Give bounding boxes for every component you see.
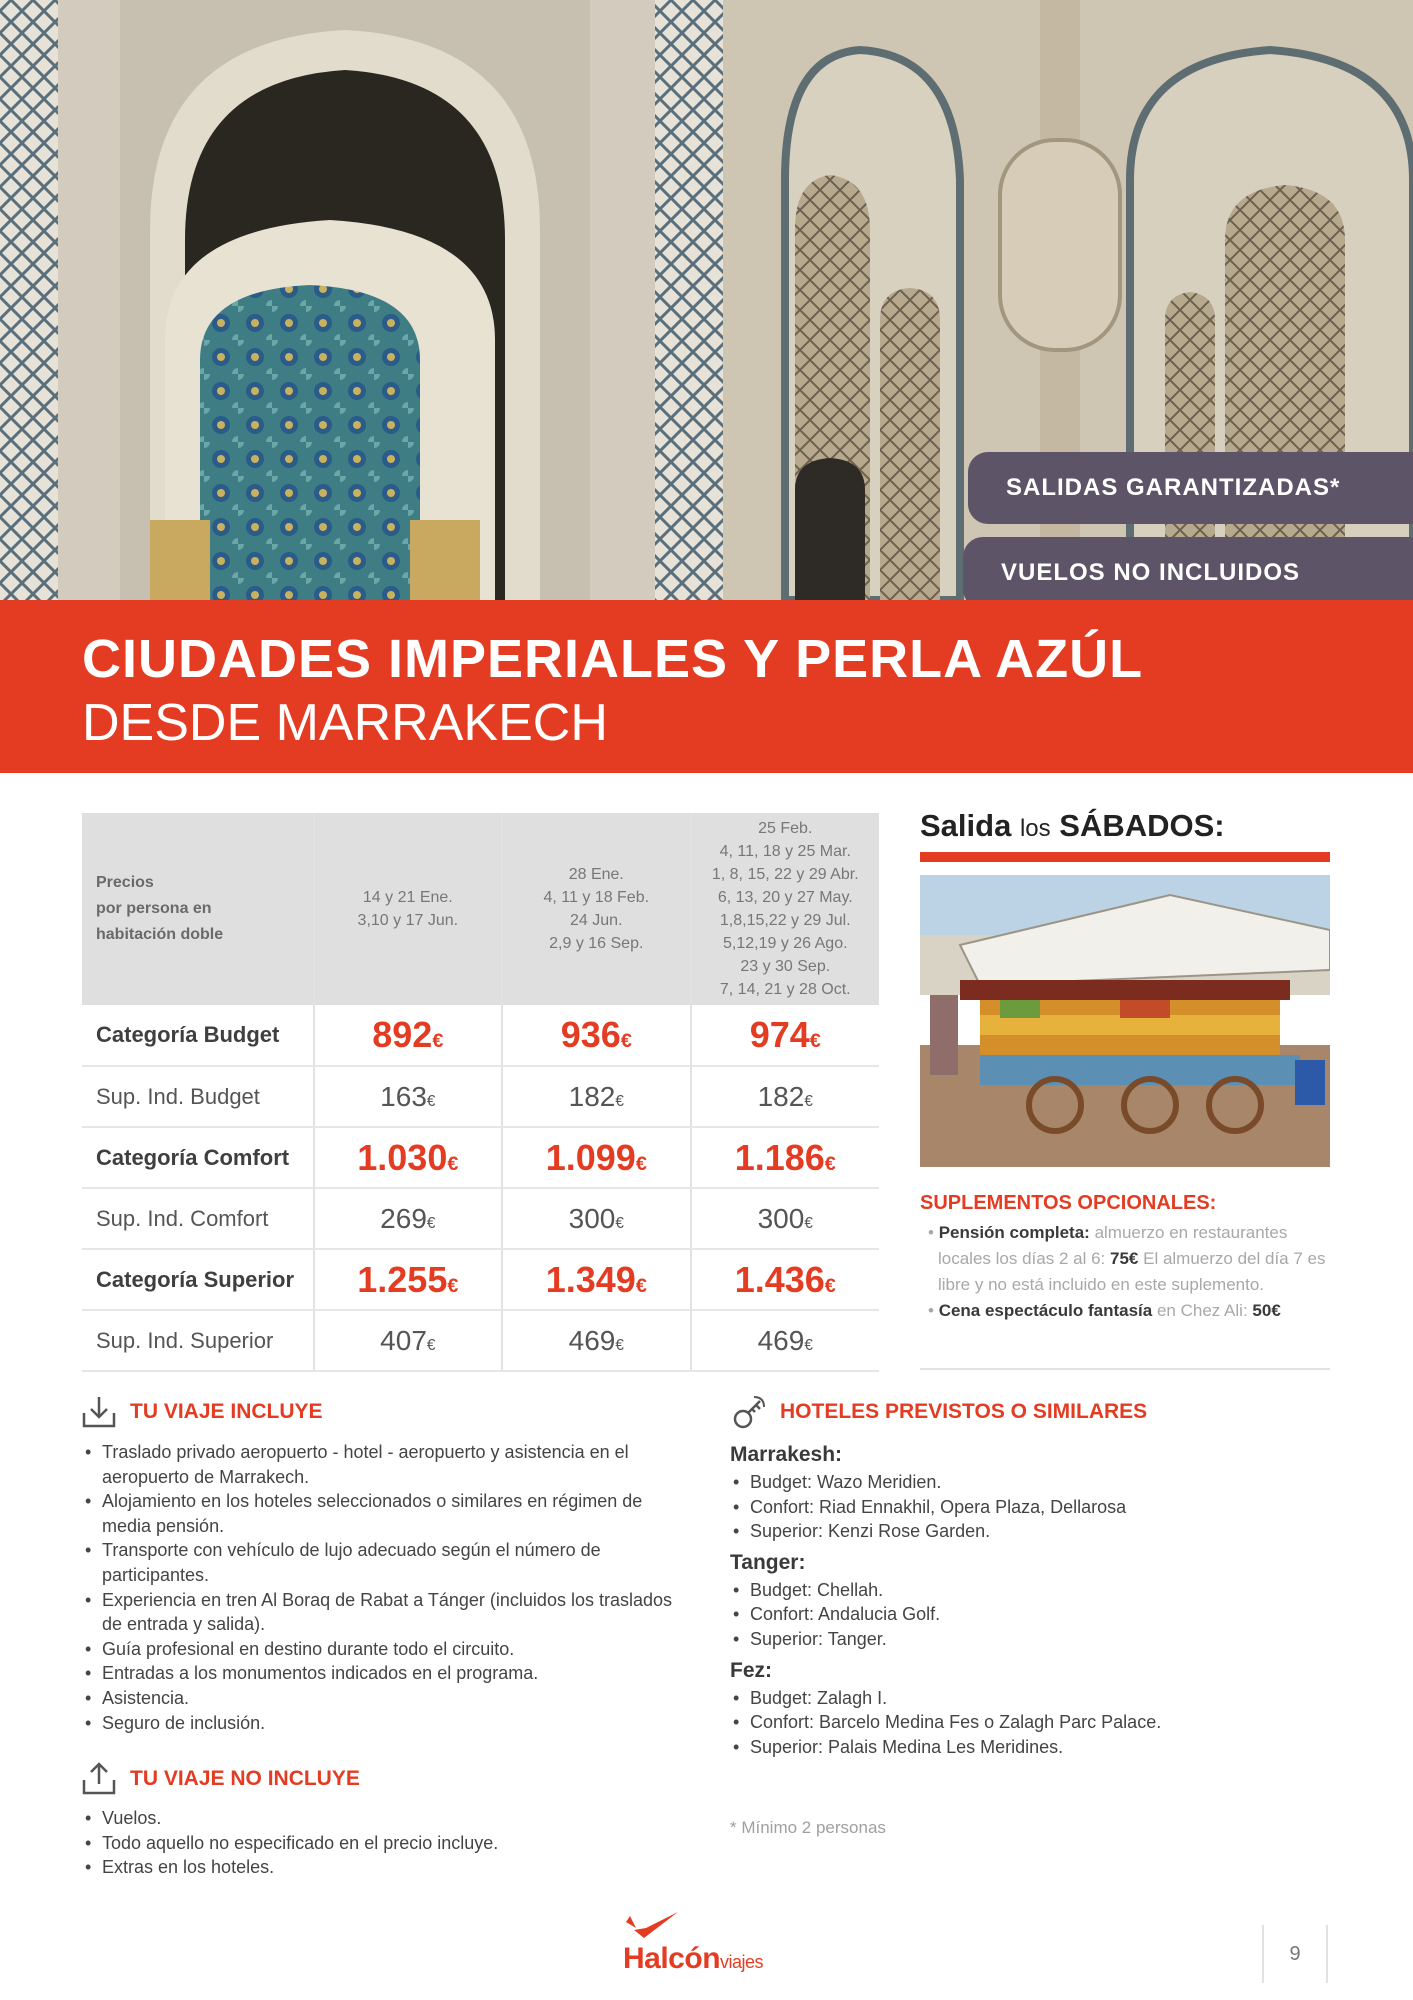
hero-image [0, 0, 1413, 600]
price-cell: 300€ [502, 1188, 690, 1249]
table-row [82, 1188, 879, 1249]
list-item: • Confort: Riad Ennakhil, Opera Plaza, Dellarosa [730, 1495, 1290, 1520]
price-cell: 163€ [314, 1066, 502, 1127]
list-item: • Budget: Zalagh I. [730, 1686, 1290, 1711]
price-table [82, 813, 879, 1372]
list-item: • Transporte con vehículo de lujo adecuado según el número de participantes. [82, 1538, 682, 1587]
page-number: 9 [1262, 1925, 1328, 1983]
list-item: • Extras en los hoteles. [82, 1855, 682, 1880]
price-cell: 182€ [691, 1066, 879, 1127]
price-cell: 1.099€ [502, 1127, 690, 1188]
salida-divider [920, 852, 1330, 862]
row-label: Categoría Superior [82, 1249, 314, 1310]
market-stall-illustration [920, 875, 1330, 1167]
city-name: Marrakesh: [730, 1443, 843, 1466]
row-label: Categoría Comfort [82, 1127, 314, 1188]
market-photo [920, 875, 1330, 1167]
row-label: Categoría Budget [82, 1005, 314, 1066]
list-item: • Guía profesional en destino durante todo el circuito. [82, 1637, 682, 1662]
price-cell: 469€ [691, 1310, 879, 1371]
date-column-3: 25 Feb. 4, 11, 18 y 25 Mar. 1, 8, 15, 22 y 29 Abr. 6, 13, 20 y 27 May. 1,8,15,22 y 29 Jul. 5,12,19 y 26 Ago. 23 y 30 Sep. 7, 14, 21 y 28 Oct. [691, 813, 879, 1005]
no-incluye-list [82, 1806, 682, 1880]
brand-logo: Halcónviajes [623, 1942, 764, 1975]
price-cell: 1.255€ [314, 1249, 502, 1310]
date-column-2: 28 Ene. 4, 11 y 18 Feb. 24 Jun. 2,9 y 16 Sep. [502, 813, 690, 1005]
list-item: • Asistencia. [82, 1686, 682, 1711]
halcon-logo-icon [622, 1908, 682, 1942]
page-title: CIUDADES IMPERIALES Y PERLA AZÚL [82, 629, 1144, 689]
list-item: • Vuelos. [82, 1806, 682, 1831]
no-incluye-heading: TU VIAJE NO INCLUYE [80, 1760, 360, 1798]
salida-heading: Salida los SÁBADOS: [920, 808, 1225, 843]
row-label: Sup. Ind. Superior [82, 1310, 314, 1371]
price-cell: 892€ [314, 1005, 502, 1066]
list-item: • Seguro de inclusión. [82, 1711, 682, 1736]
hotel-key-icon [730, 1393, 768, 1431]
price-cell: 182€ [502, 1066, 690, 1127]
list-item: • Traslado privado aeropuerto - hotel - aeropuerto y asistencia en el aeropuerto de Marrakech. [82, 1440, 682, 1489]
list-item: • Experiencia en tren Al Boraq de Rabat a Tánger (incluidos los traslados de entrada y salida). [82, 1588, 682, 1637]
upload-tray-icon [80, 1760, 118, 1798]
hoteles-heading: HOTELES PREVISTOS O SIMILARES [730, 1393, 1147, 1431]
table-row [82, 1005, 879, 1066]
price-cell: 1.030€ [314, 1127, 502, 1188]
row-label: Sup. Ind. Budget [82, 1066, 314, 1127]
list-item: • Budget: Wazo Meridien. [730, 1470, 1290, 1495]
list-item: • Todo aquello no especificado en el precio incluye. [82, 1831, 682, 1856]
vuelos-no-incluidos-badge: VUELOS NO INCLUIDOS [963, 537, 1413, 600]
row-label: Sup. Ind. Comfort [82, 1188, 314, 1249]
suplementos-list [920, 1220, 1330, 1324]
page-subtitle: DESDE MARRAKECH [82, 694, 608, 752]
list-item: • Budget: Chellah. [730, 1578, 1290, 1603]
table-row [82, 1066, 879, 1127]
price-cell: 407€ [314, 1310, 502, 1371]
price-cell: 469€ [502, 1310, 690, 1371]
list-item: • Entradas a los monumentos indicados en el programa. [82, 1661, 682, 1686]
price-cell: 300€ [691, 1188, 879, 1249]
list-item: • Alojamiento en los hoteles seleccionados o similares en régimen de media pensión. [82, 1489, 682, 1538]
city-name: Fez: [730, 1658, 772, 1682]
salidas-garantizadas-badge: SALIDAS GARANTIZADAS* [968, 452, 1413, 524]
date-column-1: 14 y 21 Ene. 3,10 y 17 Jun. [314, 813, 502, 1005]
price-cell: 936€ [502, 1005, 690, 1066]
incluye-list [82, 1440, 682, 1735]
table-row [82, 1249, 879, 1310]
price-cell: 1.186€ [691, 1127, 879, 1188]
price-cell: 1.436€ [691, 1249, 879, 1310]
price-table-header-label: Precios por persona en habitación doble [82, 813, 314, 1005]
list-item: • Superior: Palais Medina Les Meridines. [730, 1735, 1290, 1760]
list-item: • Confort: Andalucia Golf. [730, 1602, 1290, 1627]
incluye-heading: TU VIAJE INCLUYE [80, 1393, 323, 1431]
list-item: • Superior: Kenzi Rose Garden. [730, 1519, 1290, 1544]
suplemento-cena: • Cena espectáculo fantasía en Chez Ali: 50€ [928, 1301, 1281, 1320]
suplemento-pension: • Pensión completa: almuerzo en restaurantes locales los días 2 al 6: 75€ El almuerzo del día 7 es libre y no está incluido en este suplemento. [928, 1223, 1326, 1294]
hoteles-list [730, 1436, 1290, 1759]
suplementos-divider [920, 1368, 1330, 1370]
table-row [82, 1127, 879, 1188]
minimo-note: * Mínimo 2 personas [730, 1818, 886, 1837]
price-cell: 1.349€ [502, 1249, 690, 1310]
list-item: • Confort: Barcelo Medina Fes o Zalagh Parc Palace. [730, 1710, 1290, 1735]
suplementos-title: SUPLEMENTOS OPCIONALES: [920, 1192, 1217, 1214]
price-cell: 974€ [691, 1005, 879, 1066]
price-cell: 269€ [314, 1188, 502, 1249]
table-row [82, 1310, 879, 1371]
download-tray-icon [80, 1393, 118, 1431]
city-name: Tanger: [730, 1550, 806, 1574]
list-item: • Superior: Tanger. [730, 1627, 1290, 1652]
